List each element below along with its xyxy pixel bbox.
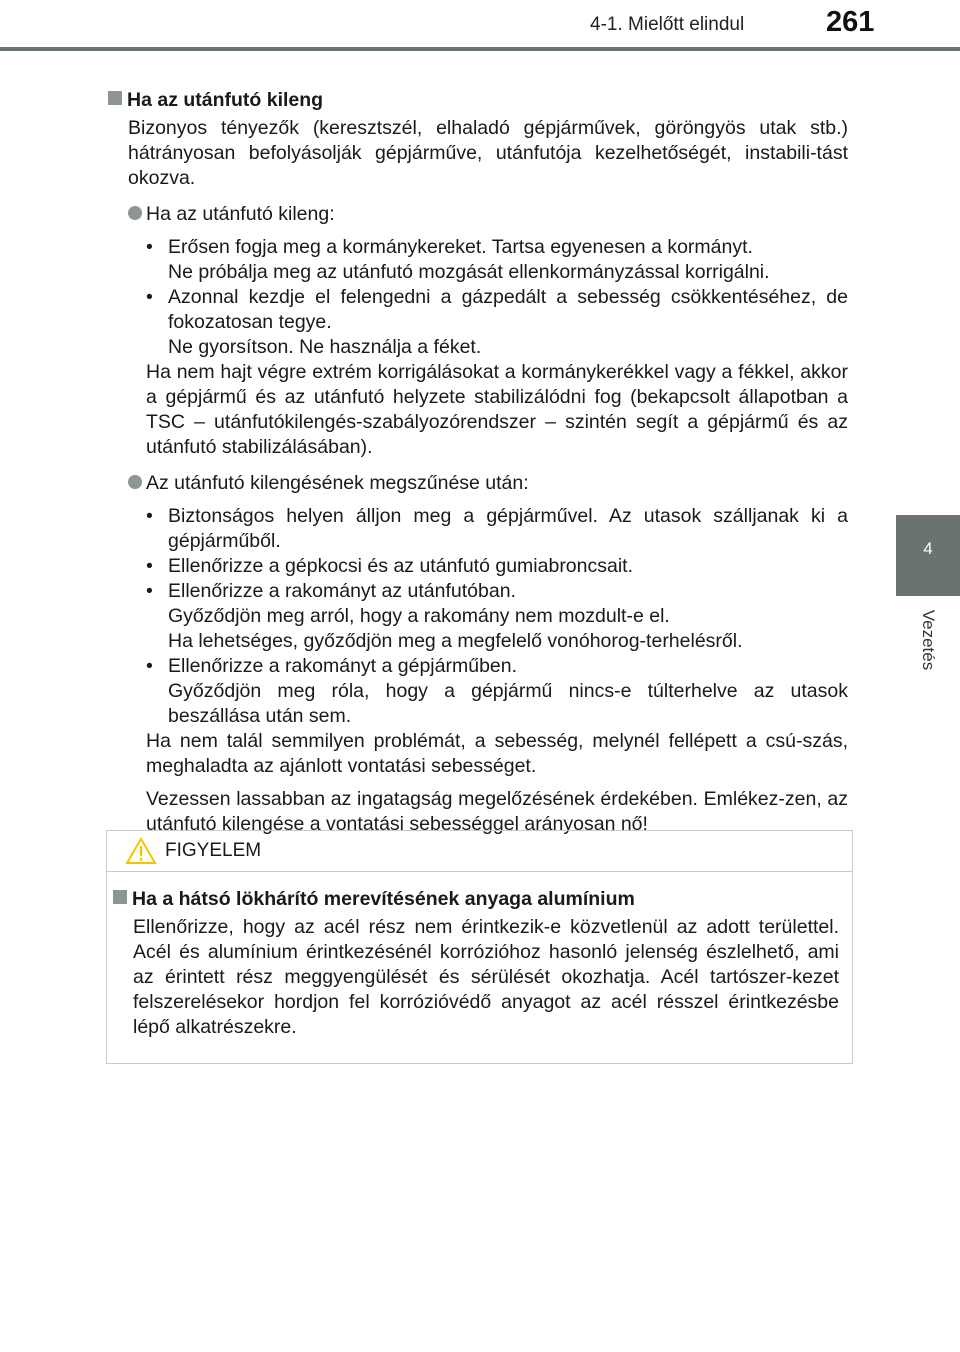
list-item [146, 654, 848, 729]
circle-bullet-icon [128, 475, 142, 489]
header-rule [0, 47, 960, 51]
subsection-1-title [128, 202, 848, 227]
subsection-1-note: Ha nem hajt végre extrém korrigálásokat a kormánykerékkel vagy a fékkel, akkor a gépjármű és az utánfutó helyzete stabilizálódni fog (bekapcsolt állapotban a TSC – utánfutókilengés-szabályozórendszer – szintén segít a gépjármű és az utánfutó stabilizálásában). [146, 361, 848, 458]
subsection-2-note: Vezessen lassabban az ingatagság megelőzésének érdekében. Emlékez-zen, az utánfutó kilengése a vontatási sebességgel arányosan nő! [146, 788, 848, 835]
list-item-line: Győződjön meg róla, hogy a gépjármű nincs-e túlterhelve az utasok beszállása után sem. [168, 680, 848, 727]
list-item-line: Győződjön meg arról, hogy a rakomány nem mozdult-e el. [168, 605, 670, 627]
page-number: 261 [826, 6, 875, 38]
list-item-line: Biztonságos helyen álljon meg a gépjárművel. Az utasok szálljanak ki a gépjárműből. [168, 505, 848, 552]
square-bullet-icon [108, 91, 122, 105]
warning-header [107, 831, 852, 872]
list-item [146, 554, 848, 579]
warning-triangle-icon [125, 837, 157, 870]
bullet-dot: • [146, 236, 153, 258]
subsection-1-list [146, 235, 848, 360]
subsection-2-title [128, 471, 848, 496]
list-item-line: Ne gyorsítson. Ne használja a féket. [168, 336, 482, 358]
section-heading-text: Ha az utánfutó kileng [127, 89, 324, 111]
subsection-2-title-text: Az utánfutó kilengésének megszűnése után: [146, 472, 529, 494]
warning-content [113, 887, 839, 1040]
warning-heading-text: Ha a hátsó lökhárító merevítésének anyaga alumínium [132, 888, 635, 910]
chapter-label: Vezetés [919, 609, 938, 671]
chapter-tab [896, 515, 960, 596]
list-item [146, 285, 848, 360]
list-item [146, 579, 848, 654]
chapter-number: 4 [923, 539, 933, 558]
bullet-dot: • [146, 555, 153, 577]
header-section-title: 4-1. Mielőtt elindul [590, 14, 745, 35]
list-item-line: Ne próbálja meg az utánfutó mozgását ellenkormányzással korrigálni. [168, 261, 770, 283]
bullet-dot: • [146, 655, 153, 677]
list-item-line: Azonnal kezdje el felengedni a gázpedált a sebesség csökkentéséhez, de fokozatosan tegye. [168, 286, 848, 333]
subsection-2-note: Ha nem talál semmilyen problémát, a sebesség, melynél fellépett a csú-szás, meghaladta az ajánlott vontatási sebességet. [146, 730, 848, 777]
list-item [146, 235, 848, 285]
section-heading [108, 88, 848, 113]
warning-title: FIGYELEM [165, 840, 262, 861]
warning-heading [113, 887, 839, 912]
bullet-dot: • [146, 286, 153, 308]
subsection-1-title-text: Ha az utánfutó kileng: [146, 203, 335, 225]
square-bullet-icon [113, 890, 127, 904]
subsection-2-list [146, 504, 848, 729]
circle-bullet-icon [128, 206, 142, 220]
list-item-line: Ellenőrizze a rakományt a gépjárműben. [168, 655, 518, 677]
list-item-line: Erősen fogja meg a kormánykereket. Tartsa egyenesen a kormányt. [168, 236, 753, 258]
bullet-dot: • [146, 505, 153, 527]
warning-body: Ellenőrizze, hogy az acél rész nem érintkezik-e közvetlenül az adott területtel. Acél és alumínium érintkezésénél korrózióhoz hasonló jelenség észlelhető, ami az érintett rész meggyengülését és sérülését okozhatja. Acél tartószer-kezet felszerelésekor hordjon fel korrózióvédő anyagot az acél résszel érintkezésbe lépő alkatrészekre. [133, 916, 839, 1038]
warning-box [106, 830, 853, 1064]
list-item-line: Ha lehetséges, győződjön meg a megfelelő vonóhorog-terhelésről. [168, 630, 743, 652]
main-content [108, 88, 848, 837]
section-intro: Bizonyos tényezők (keresztszél, elhaladó gépjárművek, göröngyös utak stb.) hátrányosan befolyásolják gépjárműve, utánfutója kezelhetőségét, instabili-tást okozva. [128, 117, 848, 189]
list-item-line: Ellenőrizze a gépkocsi és az utánfutó gumiabroncsait. [168, 555, 634, 577]
bullet-dot: • [146, 580, 153, 602]
list-item [146, 504, 848, 554]
list-item-line: Ellenőrizze a rakományt az utánfutóban. [168, 580, 516, 602]
